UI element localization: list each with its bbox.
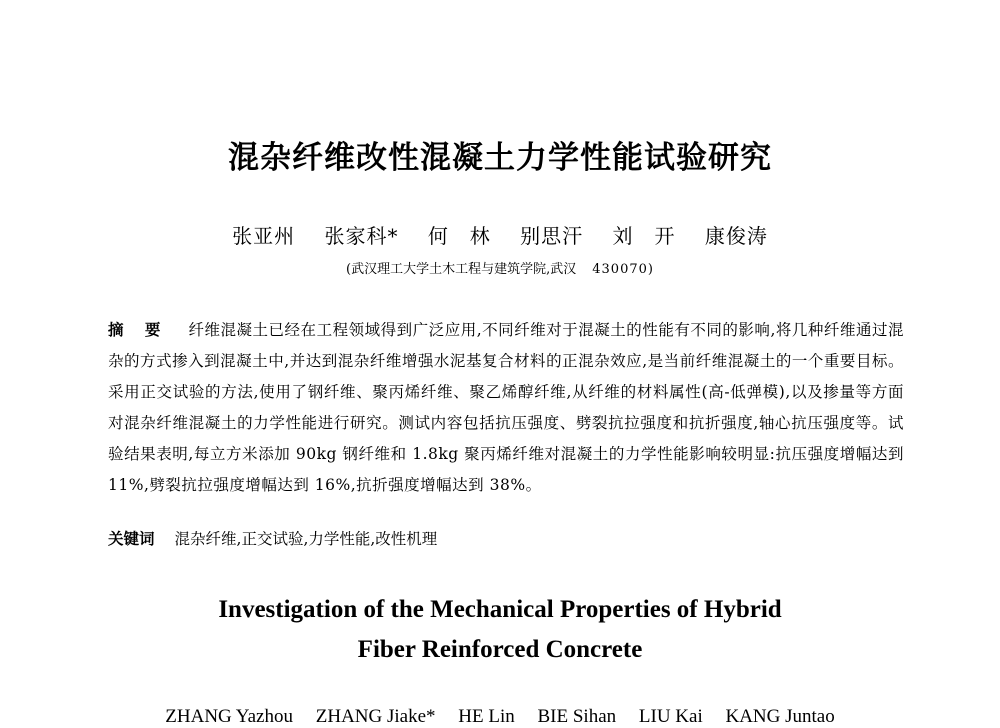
author-name-cn: 何 林 (427, 224, 491, 248)
paper-title-cn: 混杂纤维改性混凝土力学性能试验研究 (228, 140, 772, 176)
affiliation-text: (武汉理工大学土木工程与建筑学院,武汉 (346, 262, 577, 277)
abstract-cn (108, 314, 904, 501)
author-name-en: LIU Kai (638, 706, 703, 727)
author-name-en: HE Lin (458, 706, 515, 727)
abstract-text: 纤维混凝土已经在工程领域得到广泛应用,不同纤维对于混凝土的性能有不同的影响,将几种纤维通过混杂的方式掺入到混凝土中,并达到混杂纤维增强水泥基复合材料的正混杂效应,是当前纤维混凝土的一个重要目标。采用正交试验的方法,使用了钢纤维、聚丙烯纤维、聚乙烯醇纤维,从纤维的材料属性(高-低弹模),以及掺量等方面对混杂纤维混凝土的力学性能进行研究。测试内容包括抗压强度、劈裂抗拉强度和抗折强度,轴心抗压强度等。试验结果表明,每立方米添加 90kg 钢纤维和 1.8kg 聚丙烯纤维对混凝土的力学性能影响较明显:抗压强度增幅达到 11%,劈裂抗拉强度增幅达到 16%,抗折强度增幅达到 38%。 (108, 321, 904, 494)
author-name-cn: 别思汗 (520, 224, 584, 248)
author-name-en: BIE Sihan (537, 706, 617, 727)
affiliation-zip: 430070) (592, 262, 654, 277)
author-list-en (0, 706, 1000, 728)
paper-title-en-line: Fiber Reinforced Concrete (357, 636, 643, 663)
author-name-cn: 张亚州 (232, 224, 296, 248)
author-name-en: ZHANG Yazhou (165, 706, 293, 727)
author-name-cn: 刘 开 (612, 224, 676, 248)
keywords-cn (108, 525, 904, 553)
keywords-label: 关键词 (108, 529, 155, 548)
keywords-text: 混杂纤维,正交试验,力学性能,改性机理 (174, 530, 438, 548)
paper-title-en-line: Investigation of the Mechanical Properties of Hybrid (218, 596, 782, 623)
abstract-label: 摘 要 (108, 320, 169, 339)
paper-title-en (0, 590, 1000, 670)
author-name-cn: 张家科* (324, 224, 399, 248)
author-name-en: KANG Juntao (725, 706, 835, 727)
author-list-cn (0, 220, 1000, 249)
affiliation-cn (0, 258, 1000, 277)
author-name-cn: 康俊涛 (704, 224, 768, 248)
author-name-en: ZHANG Jiake* (315, 706, 436, 727)
